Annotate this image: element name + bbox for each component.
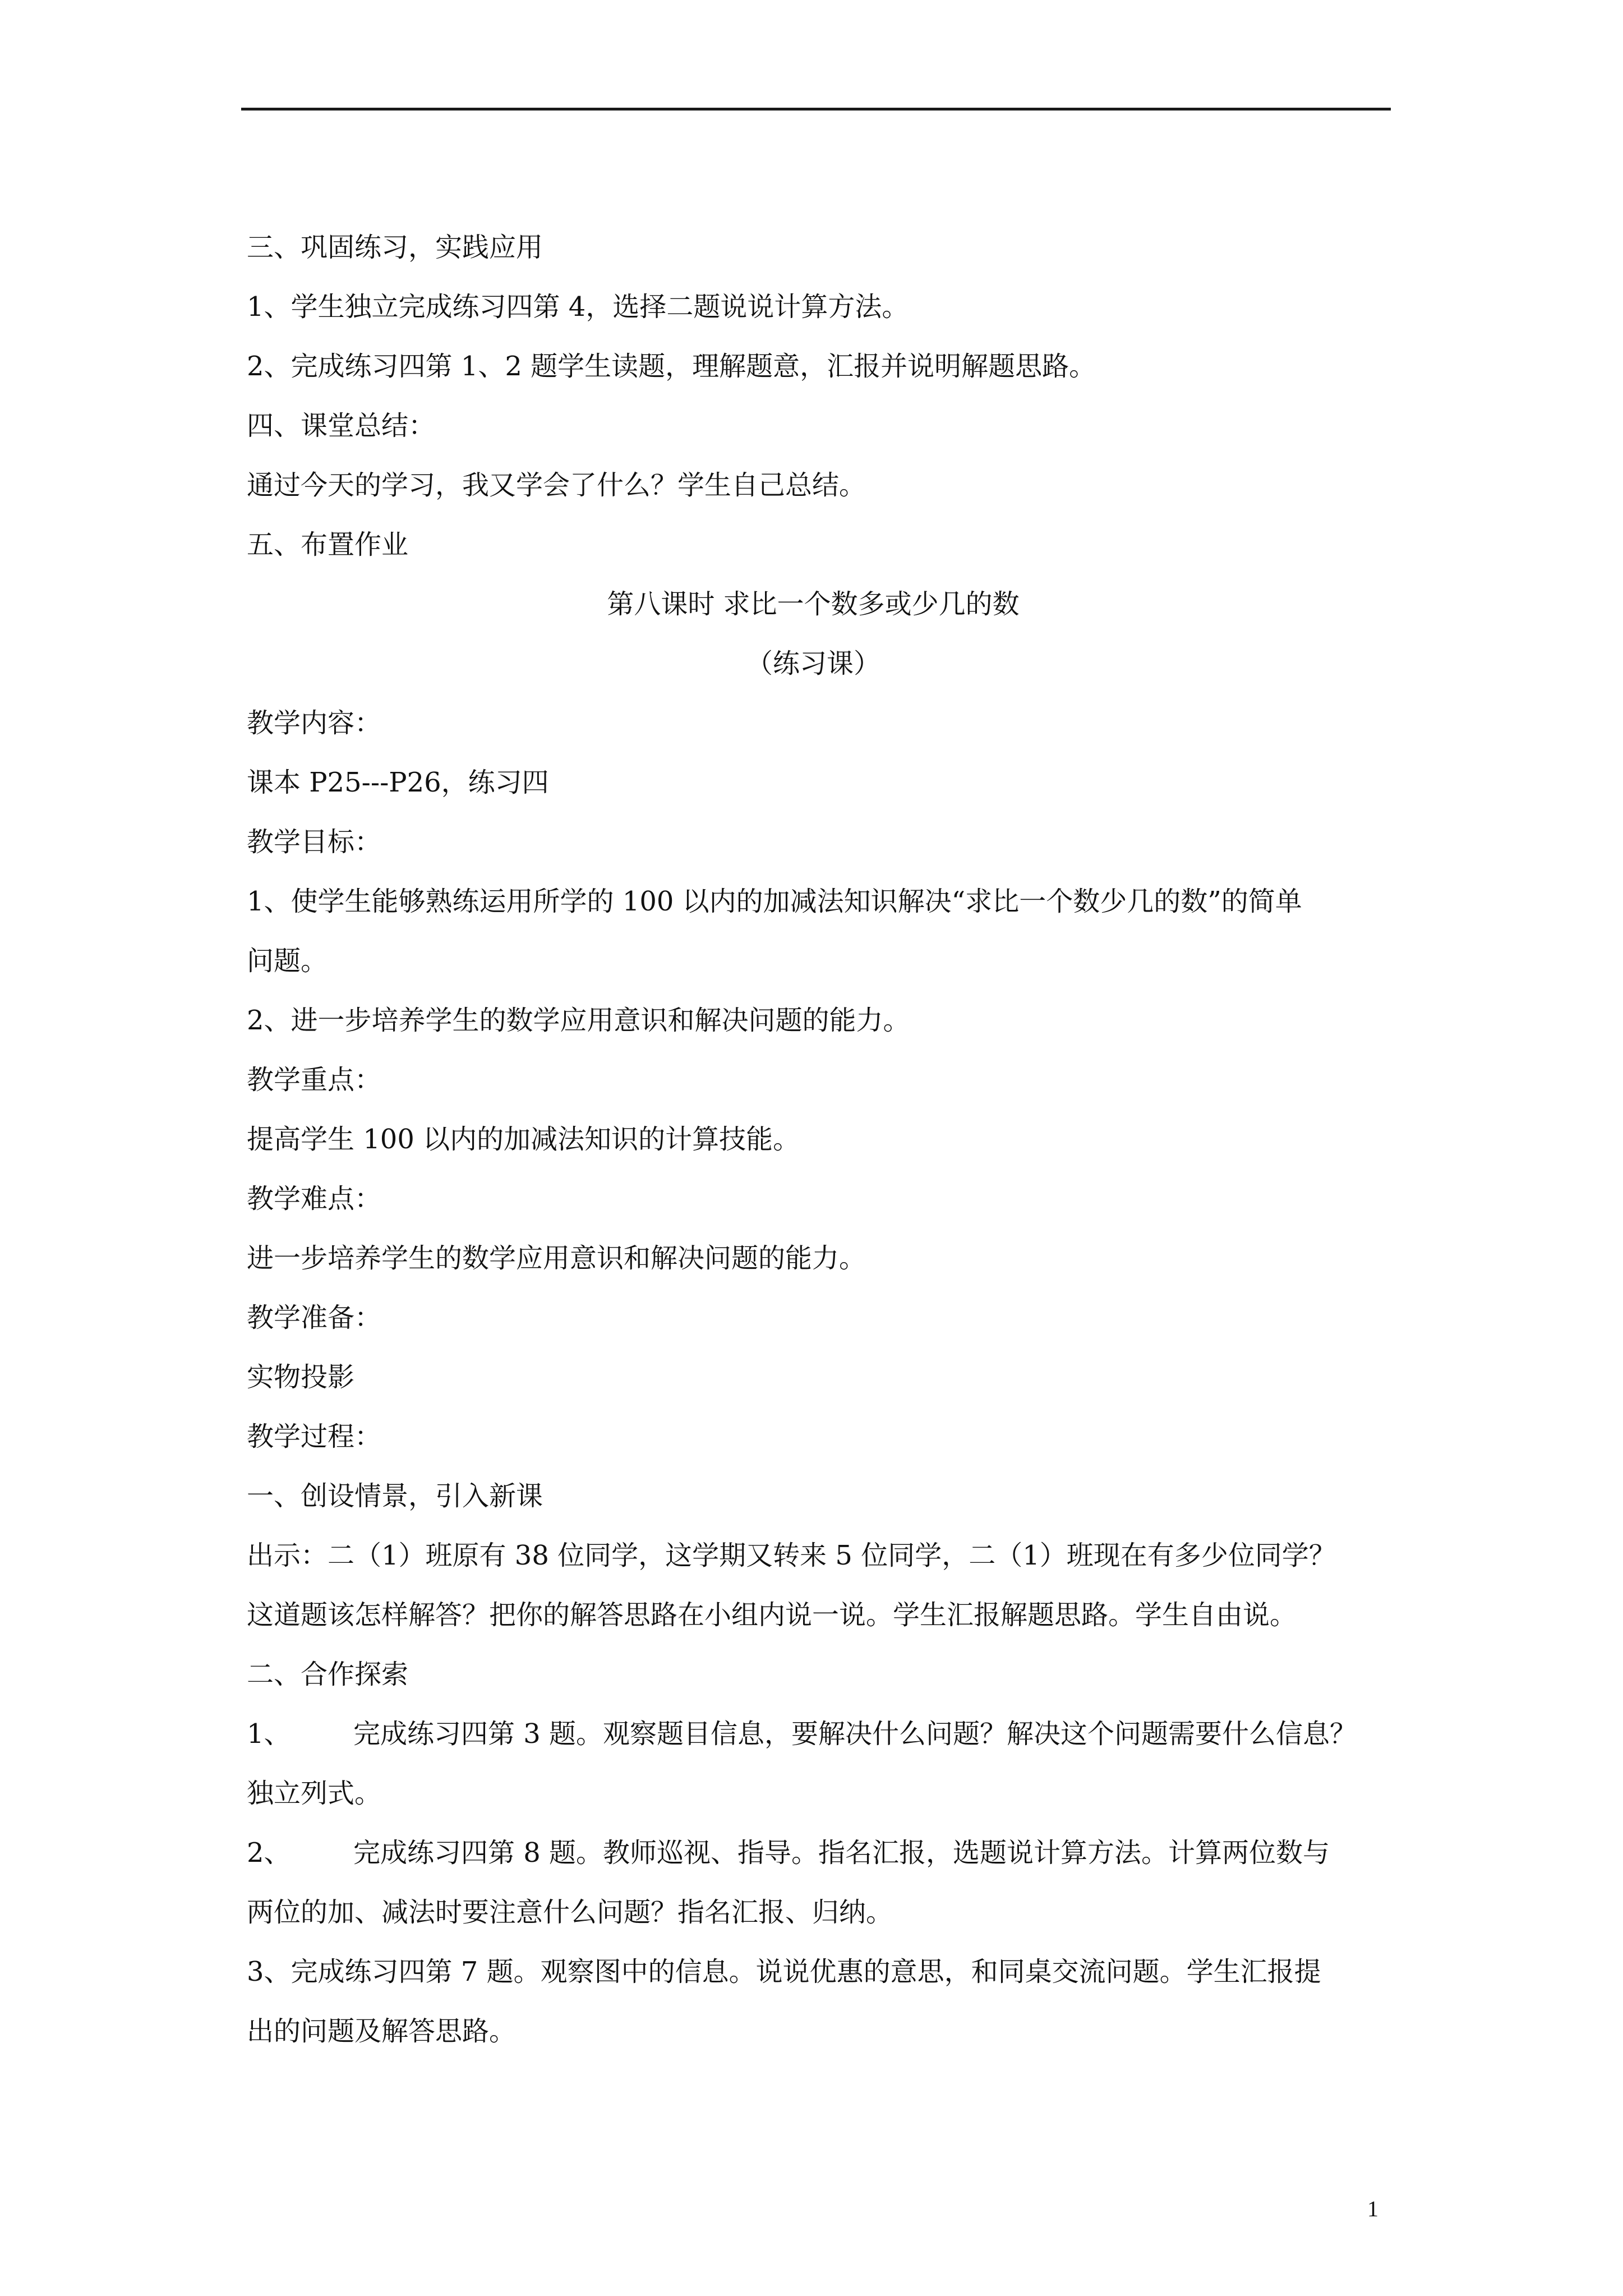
section-heading: 四、课堂总结：: [247, 410, 436, 441]
list-item: [247, 1823, 1380, 1883]
list-marker: 2、: [247, 1837, 291, 1869]
section-heading: 一、创设情景，引入新课: [247, 1480, 543, 1512]
page-number: 1: [1367, 2196, 1378, 2221]
header-rule: [241, 108, 1391, 111]
paragraph: 2、完成练习四第 1、2 题学生读题，理解题意，汇报并说明解题思路。: [247, 351, 1096, 382]
paragraph: 3、完成练习四第 7 题。观察图中的信息。说说优惠的意思，和同桌交流问题。学生汇报提: [247, 1956, 1321, 1987]
lesson-subtitle: （练习课）: [745, 648, 880, 679]
document-body: [247, 218, 1380, 2061]
section-heading: 三、巩固练习，实践应用: [247, 232, 543, 263]
paragraph: 1、使学生能够熟练运用所学的 100 以内的加减法知识解决“求比一个数少几的数”的简单: [247, 886, 1302, 917]
paragraph: 提高学生 100 以内的加减法知识的计算技能。: [247, 1124, 800, 1155]
list-item-text: 完成练习四第 8 题。教师巡视、指导。指名汇报，选题说计算方法。计算两位数与: [353, 1837, 1330, 1869]
paragraph: 出示：二（1）班原有 38 位同学，这学期又转来 5 位同学，二（1）班现在有多少位同学？: [247, 1540, 1336, 1571]
field-label: 教学目标：: [247, 826, 382, 858]
field-label: 教学重点：: [247, 1064, 382, 1096]
paragraph: 实物投影: [247, 1361, 355, 1393]
paragraph: 两位的加、减法时要注意什么问题？指名汇报、归纳。: [247, 1897, 893, 1928]
section-heading: 二、合作探索: [247, 1659, 409, 1690]
paragraph: 独立列式。: [247, 1778, 382, 1809]
list-marker: 1、: [247, 1718, 291, 1750]
paragraph: 课本 P25---P26，练习四: [247, 767, 549, 798]
field-label: 教学过程：: [247, 1421, 382, 1452]
paragraph: 这道题该怎样解答？把你的解答思路在小组内说一说。学生汇报解题思路。学生自由说。: [247, 1599, 1297, 1631]
lesson-title: 第八课时 求比一个数多或少几的数: [607, 588, 1020, 620]
list-item: [247, 1704, 1380, 1764]
paragraph: 通过今天的学习，我又学会了什么？学生自己总结。: [247, 470, 866, 501]
paragraph: 进一步培养学生的数学应用意识和解决问题的能力。: [247, 1243, 866, 1274]
section-heading: 五、布置作业: [247, 529, 409, 560]
field-label: 教学难点：: [247, 1183, 382, 1214]
paragraph: 问题。: [247, 945, 328, 977]
list-item-text: 完成练习四第 3 题。观察题目信息，要解决什么问题？解决这个问题需要什么信息？: [353, 1718, 1357, 1750]
paragraph: 2、进一步培养学生的数学应用意识和解决问题的能力。: [247, 1005, 910, 1036]
field-label: 教学准备：: [247, 1302, 382, 1333]
field-label: 教学内容：: [247, 707, 382, 739]
paragraph: 出的问题及解答思路。: [247, 2016, 517, 2047]
paragraph: 1、学生独立完成练习四第 4，选择二题说说计算方法。: [247, 291, 909, 323]
